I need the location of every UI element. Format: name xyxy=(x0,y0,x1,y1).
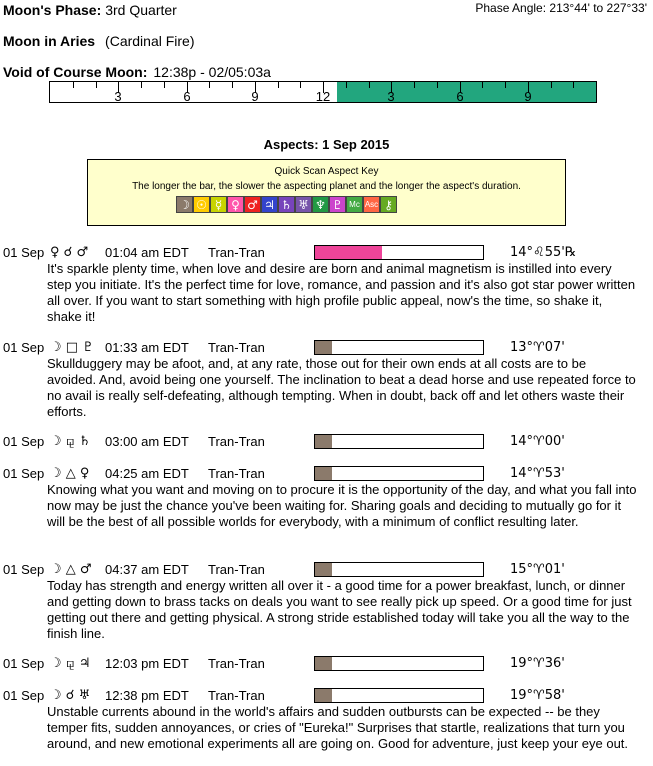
timeline-tick xyxy=(414,82,415,88)
aspect-time: 04:37 am EDT xyxy=(105,562,189,577)
timeline-tick xyxy=(164,82,165,88)
aspect-position: 15°♈01' xyxy=(510,562,565,577)
aspect-date: 01 Sep xyxy=(3,340,45,355)
timeline-hour-label: 9 xyxy=(251,89,259,104)
aspect-type: Tran-Tran xyxy=(208,434,265,449)
mercury-icon: ☿ xyxy=(210,196,227,213)
moon-phase-label: Moon's Phase: xyxy=(3,2,102,18)
aspect-duration-bar xyxy=(314,562,484,577)
aspect-date: 01 Sep xyxy=(3,434,45,449)
timeline-tick xyxy=(300,82,301,88)
aspect-duration-bar xyxy=(314,466,484,481)
aspect-duration-bar xyxy=(314,340,484,355)
aspect-glyphs: ☽ △ ♂ xyxy=(50,562,92,577)
aspect-position: 19°♈36' xyxy=(510,656,565,671)
aspect-interpretation: Knowing what you want and moving on to procure it is the opportunity of the day, and what you fall into now may be just the chance you've been waiting for. Sharing goals and deciding to mutually go for it will be the best of all possible worlds for everybody, with a minimum of conflict resulting later. xyxy=(47,482,637,529)
moon-sign-label: Moon in Aries xyxy=(3,33,96,49)
timeline-tick xyxy=(232,82,233,88)
aspect-glyphs: ♀ ☌ ♂ xyxy=(50,245,89,260)
timeline-hour-label: 3 xyxy=(387,89,395,104)
aspect-entry-header xyxy=(3,562,653,579)
aspect-duration-fill xyxy=(315,435,332,448)
aspect-glyphs: ☽ ⚼ ♄ xyxy=(50,434,91,449)
aspect-key-icons xyxy=(176,196,397,213)
aspect-duration-fill xyxy=(315,563,332,576)
aspect-date: 01 Sep xyxy=(3,562,45,577)
aspect-position: 19°♈58' xyxy=(510,688,565,703)
sun-icon: ☉ xyxy=(193,196,210,213)
moon-icon: ☽ xyxy=(176,196,193,213)
timeline-hour-label: 6 xyxy=(456,89,464,104)
mars-icon: ♂ xyxy=(244,196,261,213)
aspect-glyphs: ☽ ⚼ ♃ xyxy=(50,656,91,671)
aspect-time: 01:33 am EDT xyxy=(105,340,189,355)
timeline-tick xyxy=(73,82,74,88)
aspect-duration-bar xyxy=(314,434,484,449)
aspect-duration-fill xyxy=(315,689,332,702)
timeline-tick xyxy=(551,82,552,88)
aspect-duration-bar xyxy=(314,245,484,260)
neptune-icon: ♆ xyxy=(312,196,329,213)
aspect-type: Tran-Tran xyxy=(208,340,265,355)
aspect-entry-header xyxy=(3,466,653,483)
timeline-tick xyxy=(346,82,347,88)
aspect-type: Tran-Tran xyxy=(208,688,265,703)
aspect-time: 03:00 am EDT xyxy=(105,434,189,449)
aspect-date: 01 Sep xyxy=(3,466,45,481)
aspect-type: Tran-Tran xyxy=(208,562,265,577)
aspect-duration-fill xyxy=(315,246,382,259)
aspect-key-title: Quick Scan Aspect Key xyxy=(274,166,379,177)
timeline-hour-label: 12 xyxy=(315,89,331,104)
timeline-hour-label: 6 xyxy=(183,89,191,104)
aspect-time: 12:38 pm EDT xyxy=(105,688,189,703)
aspect-position: 14°♈00' xyxy=(510,434,565,449)
aspect-position: 14°♌55'℞ xyxy=(510,245,577,260)
moon-phase-value: 3rd Quarter xyxy=(105,2,177,18)
aspect-time: 12:03 pm EDT xyxy=(105,656,189,671)
timeline-tick xyxy=(437,82,438,88)
aspect-entry-header xyxy=(3,688,653,705)
midheaven-icon: Mc xyxy=(346,196,363,213)
aspect-key-description: The longer the bar, the slower the aspecting planet and the longer the aspect's duration. xyxy=(132,181,521,192)
saturn-icon: ♄ xyxy=(278,196,295,213)
aspects-title: Aspects: 1 Sep 2015 xyxy=(263,137,390,152)
aspect-interpretation: Today has strength and energy written all over it - a good time for a power breakfast, lunch, or dinner and getting down to brass tacks on deals you want to see really pick up speed. Or a good time for just getting out there and getting physical. A strong stride established today will take you all the way to the finish line. xyxy=(47,578,632,641)
phase-angle: Phase Angle: 213°44' to 227°33' xyxy=(475,1,647,15)
timeline-tick xyxy=(209,82,210,88)
jupiter-icon: ♃ xyxy=(261,196,278,213)
ascendant-icon: Asc xyxy=(363,196,380,213)
aspect-time: 01:04 am EDT xyxy=(105,245,189,260)
timeline-hour-label: 3 xyxy=(114,89,122,104)
aspect-duration-bar xyxy=(314,656,484,671)
void-of-course-value: 12:38p - 02/05:03a xyxy=(153,64,271,80)
aspect-type: Tran-Tran xyxy=(208,245,265,260)
moon-sign xyxy=(3,33,195,49)
aspect-time: 04:25 am EDT xyxy=(105,466,189,481)
aspect-position: 13°♈07' xyxy=(510,340,565,355)
aspect-interpretation: Unstable currents abound in the world's affairs and sudden outbursts can be expected -- be they temper fits, sudden annoyances, or cries of "Eureka!" Surprises that startle, realizations that turn you around, and new emotional experiments all are going on. Good for adventure, just keep your eye out. xyxy=(47,704,629,751)
aspect-duration-fill xyxy=(315,467,332,480)
aspect-entry-header xyxy=(3,245,653,262)
chiron-icon: ⚷ xyxy=(380,196,397,213)
timeline-tick xyxy=(278,82,279,88)
venus-icon: ♀ xyxy=(227,196,244,213)
void-of-course-label: Void of Course Moon: xyxy=(3,64,148,80)
aspect-date: 01 Sep xyxy=(3,656,45,671)
moon-sign-element: (Cardinal Fire) xyxy=(105,33,195,49)
pluto-icon: ♇ xyxy=(329,196,346,213)
timeline-tick xyxy=(505,82,506,88)
aspect-duration-fill xyxy=(315,657,332,670)
void-of-course-timeline xyxy=(49,81,597,103)
aspect-glyphs: ☽ △ ♀ xyxy=(50,466,90,481)
timeline-tick xyxy=(96,82,97,88)
aspect-interpretation: It's sparkle plenty time, when love and desire are born and animal magnetism is instilled into every step you initiate. It's the perfect time for love, romance, and passion and it's also got star power written all over. If you want to start something with high profile public appeal, now's the time, so shake it, shake it! xyxy=(47,261,636,324)
aspect-entry-header xyxy=(3,656,653,673)
aspect-date: 01 Sep xyxy=(3,688,45,703)
aspect-entry-header xyxy=(3,340,653,357)
timeline-tick xyxy=(141,82,142,88)
timeline-hour-label: 9 xyxy=(524,89,532,104)
timeline-tick xyxy=(482,82,483,88)
aspect-type: Tran-Tran xyxy=(208,656,265,671)
aspect-glyphs: ☽ □ ♇ xyxy=(50,340,94,355)
aspect-duration-bar xyxy=(314,688,484,703)
timeline-tick xyxy=(573,82,574,88)
timeline-tick xyxy=(369,82,370,88)
moon-phase xyxy=(3,2,177,18)
aspect-interpretation: Skullduggery may be afoot, and, at any rate, those out for their own ends at all costs are to be avoided. And, avoid being one yourself. The inclination to beat a dead horse and use repeated force to no avail is really self-defeating, although tempting. When in doubt, back off and let others waste their efforts. xyxy=(47,356,636,419)
aspect-key xyxy=(87,159,566,226)
aspect-type: Tran-Tran xyxy=(208,466,265,481)
uranus-icon: ♅ xyxy=(295,196,312,213)
void-of-course-period xyxy=(337,82,596,102)
aspect-date: 01 Sep xyxy=(3,245,45,260)
void-of-course xyxy=(3,64,271,80)
aspect-position: 14°♈53' xyxy=(510,466,565,481)
aspect-glyphs: ☽ ☌ ♅ xyxy=(50,688,91,703)
aspect-duration-fill xyxy=(315,341,332,354)
aspect-entry-header xyxy=(3,434,653,451)
